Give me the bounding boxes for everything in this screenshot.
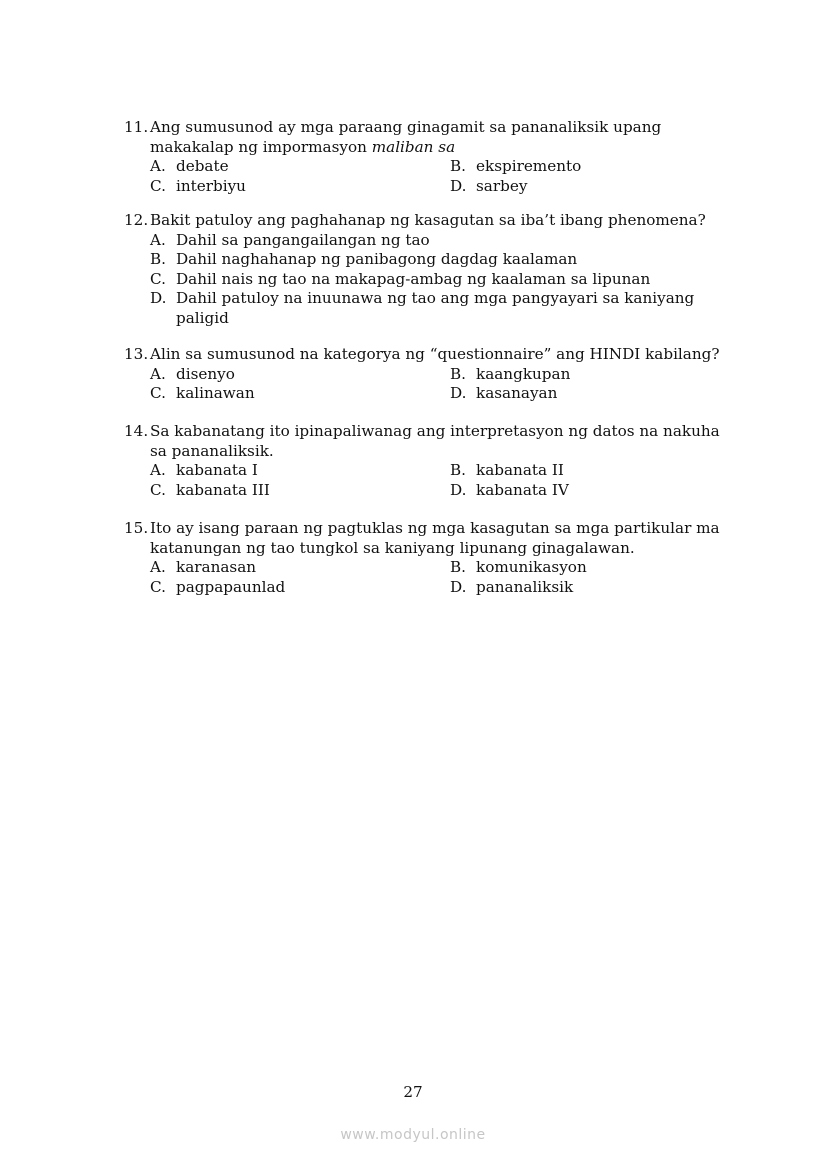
- question-stem: Bakit patuloy ang paghahanap ng kasagutan sa iba’t ibang phenomena?: [150, 211, 706, 229]
- question-number: 13.: [124, 345, 149, 363]
- choice-c: C. Dahil nais ng tao na makapag-ambag ng kaalaman sa lipunan: [150, 269, 651, 288]
- choice-d: D. pananaliksik: [450, 577, 574, 596]
- choices-grid: [124, 365, 724, 404]
- choice-c: C. kalinawan: [150, 384, 255, 402]
- choice-d: D. kabanata IV: [450, 480, 569, 499]
- question-11: [124, 118, 724, 196]
- question-number: 12.: [124, 211, 149, 229]
- watermark: www.modyul.online: [340, 1127, 486, 1143]
- choice-b: B. ekspiremento: [450, 157, 582, 175]
- choice-b: B. kaangkupan: [450, 364, 571, 383]
- question-15: [124, 519, 724, 597]
- page-number: 27: [403, 1083, 423, 1101]
- choices-grid: [124, 558, 724, 597]
- question-stem-continued: makakalap ng impormasyon maliban sa: [150, 137, 456, 156]
- choice-c: C. pagpapaunlad: [150, 577, 286, 596]
- question-stem-continued: katanungan ng tao tungkol sa kaniyang lipunang ginagalawan.: [150, 538, 635, 557]
- choices-list: [124, 231, 724, 309]
- question-14: [124, 422, 724, 500]
- choice-d: D. Dahil patuloy na inuunawa ng tao ang mga pangyayari sa kaniyang: [150, 289, 695, 307]
- emphasis-text: maliban sa: [371, 137, 456, 156]
- question-13: [124, 345, 724, 404]
- choice-b: B. komunikasyon: [450, 558, 587, 576]
- question-number: 14.: [124, 422, 149, 440]
- question-number: 11.: [124, 118, 149, 136]
- choice-d: D. kasanayan: [450, 384, 558, 402]
- choice-d-continued: paligid: [176, 308, 229, 327]
- question-stem: Sa kabanatang ito ipinapaliwanag ang interpretasyon ng datos na nakuha: [150, 422, 720, 440]
- choice-d: D. sarbey: [450, 176, 528, 195]
- choice-a: A. kabanata I: [150, 461, 258, 479]
- choices-grid: [124, 157, 724, 196]
- choice-b: B. kabanata II: [450, 461, 564, 479]
- choice-a: A. disenyo: [150, 364, 235, 383]
- choice-a: A. karanasan: [150, 558, 257, 576]
- choice-a: A. Dahil sa pangangailangan ng tao: [150, 230, 430, 249]
- question-stem: Ito ay isang paraan ng pagtuklas ng mga kasagutan sa mga partikular ma: [150, 519, 720, 537]
- choice-c: C. kabanata III: [150, 480, 270, 499]
- question-number: 15.: [124, 519, 149, 537]
- question-stem: Alin sa sumusunod na kategorya ng “questionnaire” ang HINDI kabilang?: [150, 345, 720, 363]
- question-stem-continued: sa pananaliksik.: [150, 441, 274, 460]
- choice-b: B. Dahil naghahanap ng panibagong dagdag kaalaman: [150, 250, 578, 268]
- choices-grid: [124, 461, 724, 500]
- choice-c: C. interbiyu: [150, 176, 246, 195]
- choice-a: A. debate: [150, 157, 229, 175]
- question-stem: Ang sumusunod ay mga paraang ginagamit sa pananaliksik upang: [150, 118, 662, 136]
- question-12: [124, 211, 724, 328]
